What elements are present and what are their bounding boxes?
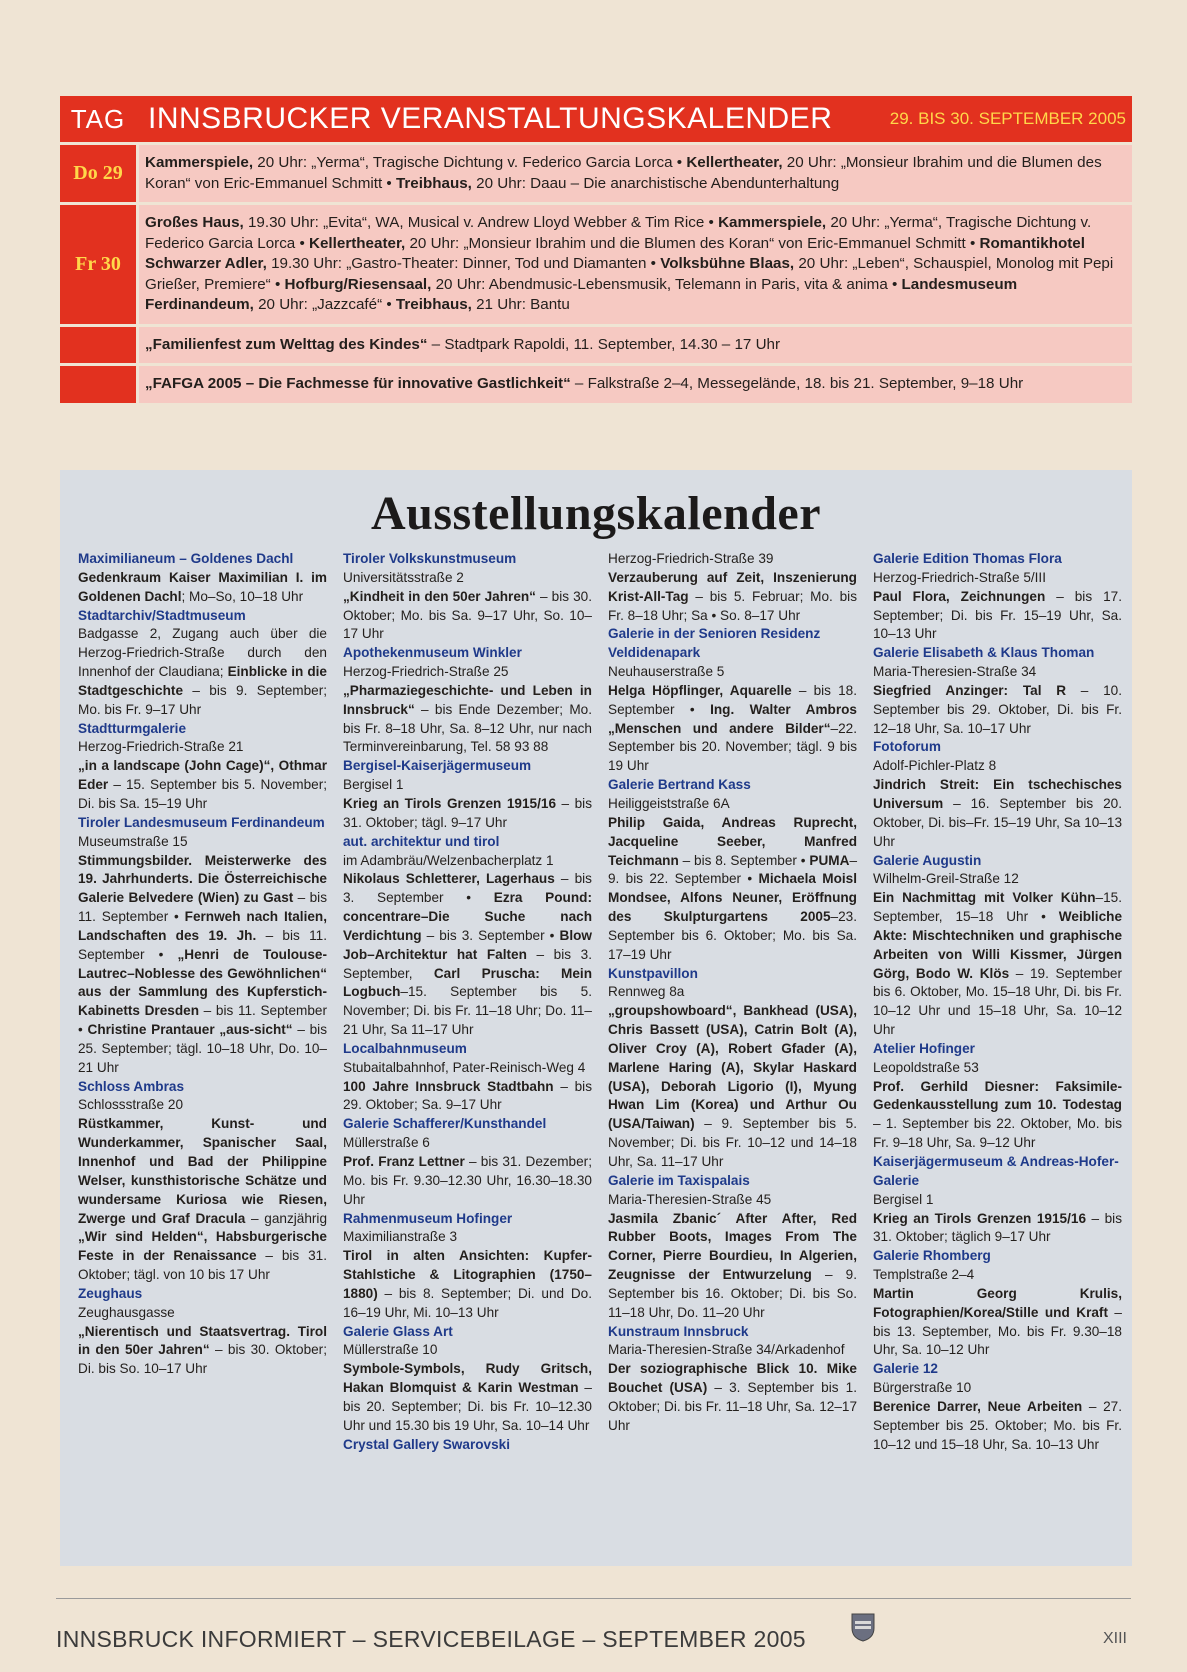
venue-address: Bürgerstraße 10 — [873, 1380, 972, 1396]
calendar-row-text: Großes Haus, 19.30 Uhr: „Evita“, WA, Musical v. Andrew Lloyd Webber & Tim Rice • Kammerspiele, 20 Uhr: „Yerma“, Tragische Dichtung v. Federico Garcia Lorca • Kellertheater, 20 Uhr: „Monsieur Ibrahim und die Blumen des Koran“ von Eric-Emmanuel Schmitt • Romantikhotel Schwarzer Adler, 19.30 Uhr: „Gastro-Theater: Dinner, Tod und Diamanten • Volksbühne Blaas, 20 Uhr: „Leben“, Schauspiel, Monolog mit Pepi Grießer, Premiere“ • Hofburg/Riesensaal, 20 Uhr: Abendmusic-Lebensmusik, Telemann in Paris, vita & anima • Landesmuseum Ferdinandeum, 20 Uhr: „Jazzcafé“ • Treibhaus, 21 Uhr: Bantu — [139, 205, 1132, 324]
footer-text: INNSBRUCK INFORMIERT – SERVICEBEILAGE – SEPTEMBER 2005 — [56, 1626, 806, 1652]
venue-name: Kaiserjägermuseum & Andreas-Hofer-Galerie — [873, 1154, 1119, 1188]
venue-address: Herzog-Friedrich-Straße 25 — [343, 664, 509, 680]
calendar-row — [60, 145, 1132, 202]
venue-name: Apothekenmuseum Winkler — [343, 645, 522, 661]
calendar-row-text: „Familienfest zum Welttag des Kindes“ – Stadtpark Rapoldi, 11. September, 14.30 – 17 Uhr — [139, 327, 1132, 364]
venue-name: Galerie Glass Art — [343, 1323, 453, 1339]
exhibition-entry — [873, 1040, 1122, 1153]
venue-address: Rennweg 8a — [608, 984, 685, 1000]
exhibition-entry — [343, 1115, 592, 1209]
exhibition-details: Paul Flora, Zeichnungen – bis 17. September; Di. bis Fr. 15–19 Uhr, Sa. 10–13 Uhr — [873, 588, 1122, 642]
exhibition-entry — [873, 1247, 1122, 1360]
exhibition-entry — [873, 738, 1122, 851]
exhibition-column — [343, 550, 592, 1455]
venue-name: Tiroler Volkskunstmuseum — [343, 551, 517, 566]
venue-address: Heiliggeiststraße 6A — [608, 795, 730, 811]
exhibition-entry — [343, 1040, 592, 1115]
venue-name: Zeughaus — [78, 1285, 143, 1301]
venue-name: Maximilianeum – Goldenes Dachl — [78, 551, 294, 566]
venue-address: im Adambräu/Welzenbacherplatz 1 — [343, 852, 554, 868]
venue-name: Galerie Rhomberg — [873, 1248, 991, 1264]
exhibition-entry — [78, 720, 327, 814]
calendar-day-label — [60, 327, 136, 364]
exhibition-entry — [873, 550, 1122, 644]
calendar-row — [60, 327, 1132, 364]
exhibition-details: Nikolaus Schletterer, Lagerhaus – bis 3. September • Ezra Pound: concentrare–Die Suche nach Verdichtung – bis 3. September • Blow Job–Architektur hat Falten – bis 3. September, Carl Pruscha: Mein Logbuch–15. September bis 5. November; Di. bis Fr. 11–18 Uhr; Do. 11–21 Uhr, Sa 11–17 Uhr — [343, 871, 592, 1038]
date-range: 29. BIS 30. SEPTEMBER 2005 — [889, 109, 1126, 128]
venue-name: Galerie 12 — [873, 1361, 938, 1377]
exhibition-entry — [608, 1323, 857, 1436]
exhibition-entry — [873, 1153, 1122, 1247]
exhibition-details: Der soziographische Blick 10. Mike Bouchet (USA) – 3. September bis 1. Oktober; Di. bis Fr. 11–18 Uhr, Sa. 12–17 Uhr — [608, 1361, 857, 1433]
calendar-row-text: Kammerspiele, 20 Uhr: „Yerma“, Tragische Dichtung v. Federico Garcia Lorca • Kellertheater, 20 Uhr: „Monsieur Ibrahim und die Blumen des Koran“ von Eric-Emmanuel Schmitt • Treibhaus, 20 Uhr: Daau – Die anarchistische Abendunterhaltung — [139, 145, 1132, 202]
venue-address: Templstraße 2–4 — [873, 1267, 975, 1283]
exhibition-details: „Nierentisch und Staatsvertrag. Tirol in den 50er Jahren“ – bis 30. Oktober; Di. bis So. 10–17 Uhr — [78, 1323, 327, 1377]
venue-name: Kunstpavillon — [608, 965, 698, 981]
venue-address: Maria-Theresien-Straße 34/Arkadenhof — [608, 1342, 845, 1358]
exhibition-details: Badgasse 2, Zugang auch über die Herzog-Friedrich-Straße durch den Innenhof der Claudiana; Einblicke in die Stadtgeschichte – bis 9. September; Mo. bis Fr. 9–17 Uhr — [78, 626, 327, 717]
exhibition-entry — [343, 1210, 592, 1323]
exhibition-entry — [343, 644, 592, 757]
calendar-day-label: Do 29 — [60, 145, 136, 202]
exhibition-entry — [343, 1436, 592, 1455]
venue-address: Stubaitalbahnhof, Pater-Reinisch-Weg 4 — [343, 1059, 586, 1075]
venue-name: aut. architektur und tirol — [343, 833, 500, 849]
venue-name: Rahmenmuseum Hofinger — [343, 1210, 513, 1226]
venue-name: Galerie Elisabeth & Klaus Thoman — [873, 645, 1095, 661]
venue-address: Bergisel 1 — [343, 777, 404, 793]
exhibition-column — [873, 550, 1122, 1455]
venue-address: Müllerstraße 10 — [343, 1342, 438, 1358]
venue-name: Galerie Edition Thomas Flora — [873, 551, 1062, 566]
venue-address: Wilhelm-Greil-Straße 12 — [873, 871, 1019, 887]
exhibition-details: „Kindheit in den 50er Jahren“ – bis 30. Oktober; Mo. bis Sa. 9–17 Uhr, So. 10–17 Uhr — [343, 588, 592, 642]
exhibition-details: Rüstkammer, Kunst- und Wunderkammer, Spanischer Saal, Innenhof und Bad der Philippine Welser, kunsthistorische Schätze und wundersame Kuriosa wie Riesen, Zwerge und Graf Dracula – ganzjährig „Wir sind Helden“, Habsburgerische Feste in der Renaissance – bis 31. Oktober; tägl. von 10 bis 17 Uhr — [78, 1116, 327, 1283]
exhibition-details: Berenice Darrer, Neue Arbeiten – 27. September bis 25. Oktober; Mo. bis Fr. 10–12 und 15–18 Uhr, Sa. 10–13 Uhr — [873, 1398, 1123, 1452]
venue-address: Maria-Theresien-Straße 34 — [873, 664, 1037, 680]
calendar-row-text: „FAFGA 2005 – Die Fachmesse für innovative Gastlichkeit“ – Falkstraße 2–4, Messegelände, 18. bis 21. September, 9–18 Uhr — [139, 366, 1132, 403]
exhibition-entry — [608, 625, 857, 776]
exhibition-details: Siegfried Anzinger: Tal R – 10. September bis 29. Oktober, Di. bis Fr. 12–18 Uhr, Sa. 10–17 Uhr — [873, 682, 1123, 736]
tag-label: TAG — [70, 103, 126, 134]
exhibition-entry — [873, 644, 1122, 738]
venue-name: Fotoforum — [873, 739, 941, 755]
venue-address: Maximilianstraße 3 — [343, 1229, 458, 1245]
venue-address: Herzog-Friedrich-Straße 21 — [78, 739, 244, 755]
footer-divider — [56, 1598, 1131, 1599]
exhibition-entry — [78, 1285, 327, 1379]
venue-name: Crystal Gallery Swarovski — [343, 1436, 510, 1452]
calendar-day-label — [60, 366, 136, 403]
exhibition-details: Prof. Franz Lettner – bis 31. Dezember; Mo. bis Fr. 9.30–12.30 Uhr, 16.30–18.30 Uhr — [343, 1154, 592, 1207]
venue-name: Stadtarchiv/Stadtmuseum — [78, 607, 246, 623]
exhibition-column — [608, 550, 857, 1455]
exhibition-details: „Pharmaziegeschichte- und Leben in Innsbruck“ – bis Ende Dezember; Mo. bis Fr. 8–18 Uhr, Sa. 8–12 Uhr, nur nach Terminvereinbarung, Tel. 58 93 88 — [343, 682, 592, 755]
exhibition-details: Martin Georg Krulis, Fotographien/Korea/Stille und Kraft – bis 13. September, Mo. bis Fr. 9.30–18 Uhr, Sa. 10–12 Uhr — [873, 1285, 1122, 1358]
exhibition-details: Prof. Gerhild Diesner: Faksimile-Gedenkausstellung zum 10. Todestag – 1. September bis 22. Oktober, Mo. bis Fr. 9–18 Uhr, Sa. 9–12 Uhr — [873, 1078, 1122, 1151]
exhibition-entry — [608, 776, 857, 964]
exhibition-entry — [873, 852, 1122, 1040]
venue-address: Adolf-Pichler-Platz 8 — [873, 758, 997, 774]
exhibition-details: 100 Jahre Innsbruck Stadtbahn – bis 29. Oktober; Sa. 9–17 Uhr — [343, 1078, 593, 1113]
exhibition-details: Krieg an Tirols Grenzen 1915/16 – bis 31. Oktober; täglich 9–17 Uhr — [873, 1210, 1122, 1245]
exhibition-entry — [78, 550, 327, 607]
calendar-rows — [60, 145, 1132, 403]
exhibition-entry — [78, 814, 327, 1078]
calendar-row — [60, 205, 1132, 324]
exhibition-columns — [78, 550, 1122, 1455]
calendar-row — [60, 366, 1132, 403]
venue-address: Neuhauserstraße 5 — [608, 664, 725, 680]
venue-name: Schloss Ambras — [78, 1078, 185, 1094]
exhibition-details: „groupshowboard“, Bankhead (USA), Chris Bassett (USA), Catrin Bolt (A), Oliver Croy (A), Robert Gfader (A), Marlene Haring (A), Skylar Haskard (USA), Deborah Ligorio (I), Myung Hwan Lim (Korea) und Arthur Ou (USA/Taiwan) – 9. September bis 5. November; Di. bis Fr. 10–12 und 14–18 Uhr, Sa. 11–17 Uhr — [608, 1003, 857, 1169]
exhibition-details: Krieg an Tirols Grenzen 1915/16 – bis 31. Oktober; tägl. 9–17 Uhr — [343, 795, 592, 830]
exhibition-details: Ein Nachmittag mit Volker Kühn–15. September, 15–18 Uhr • Weibliche Akte: Mischtechniken und graphische Arbeiten von Willi Kissmer, Jürgen Görg, Bodo W. Klös – 19. September bis 6. Oktober, Mo. 15–18 Uhr, Di. bis Fr. 10–12 Uhr und 15–18 Uhr, Sa. 10–12 Uhr — [873, 890, 1122, 1038]
exhibition-entry — [343, 550, 592, 644]
venue-name: Stadtturmgalerie — [78, 720, 187, 736]
exhibition-entry — [608, 550, 857, 625]
venue-name: Localbahnmuseum — [343, 1040, 467, 1056]
exhibition-details: Philip Gaida, Andreas Ruprecht, Jacqueline Seeber, Manfred Teichmann – bis 8. September • PUMA–9. bis 22. September • Michaela Moisl Mondsee, Alfons Neuner, Eröffnung des Skulpturgartens 2005–23. September bis 6. Oktober; Mo. bis Sa. 17–19 Uhr — [608, 814, 857, 962]
venue-name: Bergisel-Kaiserjägermuseum — [343, 758, 532, 774]
calendar-title: INNSBRUCKER VERANSTALTUNGSKALENDER — [148, 102, 833, 135]
exhibition-title: Ausstellungskalender — [370, 487, 822, 540]
venue-name: Kunstraum Innsbruck — [608, 1323, 749, 1339]
venue-address: Universitätsstraße 2 — [343, 569, 464, 585]
exhibition-calendar — [60, 470, 1132, 1566]
venue-address: Maria-Theresien-Straße 45 — [608, 1191, 772, 1207]
exhibition-entry — [78, 1078, 327, 1285]
venue-address: Zeughausgasse — [78, 1304, 175, 1320]
venue-address: Bergisel 1 — [873, 1191, 934, 1207]
calendar-day-label: Fr 30 — [60, 205, 136, 324]
exhibition-details: Jindrich Streit: Ein tschechisches Universum – 16. September bis 20. Oktober, Di. bis–Fr. 15–19 Uhr, Sa 10–13 Uhr — [873, 777, 1122, 849]
venue-name: Galerie Bertrand Kass — [608, 777, 751, 793]
exhibition-details: Verzauberung auf Zeit, Inszenierung Krist-All-Tag – bis 5. Februar; Mo. bis Fr. 8–18 Uhr; Sa • So. 8–17 Uhr — [608, 569, 857, 623]
exhibition-details: Stimmungsbilder. Meisterwerke des 19. Jahrhunderts. Die Österreichische Galerie Belvedere (Wien) zu Gast – bis 11. September • Fernweh nach Italien, Landschaften des 19. Jh. – bis 11. September • „Henri de Toulouse-Lautrec–Noblesse des Gewöhnlichen“ aus der Sammlung des Kupferstich-Kabinetts Dresden – bis 11. September • Christine Prantauer „aus-sicht“ – bis 25. September; tägl. 10–18 Uhr, Do. 10–21 Uhr — [78, 852, 328, 1075]
exhibition-entry — [343, 757, 592, 832]
exhibition-entry — [343, 833, 592, 1040]
venue-address: Müllerstraße 6 — [343, 1135, 430, 1151]
event-calendar — [60, 96, 1132, 403]
exhibition-entry — [608, 965, 857, 1172]
venue-address: Leopoldstraße 53 — [873, 1059, 979, 1075]
exhibition-details: Tirol in alten Ansichten: Kupfer-Stahlstiche & Litographien (1750–1880) – bis 8. September; Di. und Do. 16–19 Uhr, Mi. 10–13 Uhr — [343, 1248, 592, 1320]
venue-name: Galerie Schafferer/Kunsthandel — [343, 1116, 547, 1132]
page-number: XIII — [1102, 1630, 1127, 1647]
exhibition-details: „in a landscape (John Cage)“, Othmar Eder – 15. September bis 5. November; Di. bis Sa. 15–19 Uhr — [78, 758, 327, 811]
exhibition-details: Helga Höpflinger, Aquarelle – bis 18. September • Ing. Walter Ambros „Menschen und andere Bilder“–22. September bis 20. November; tägl. 9 bis 19 Uhr — [608, 682, 857, 774]
venue-address: Herzog-Friedrich-Straße 5/III — [873, 569, 1046, 585]
venue-name: Galerie Augustin — [873, 852, 982, 868]
venue-name: Galerie im Taxispalais — [608, 1172, 750, 1188]
exhibition-details: Jasmila Zbanic´ After After, Red Rubber Boots, Images From The Corner, Pierre Bourdieu, In Algerien, Zeugnisse der Entwurzelung – 9. September bis 16. Oktober; Di. bis So. 11–18 Uhr, Do. 11–20 Uhr — [608, 1210, 857, 1320]
venue-name: Galerie in der Senioren Residenz Veldidenapark — [608, 626, 821, 661]
calendar-header — [60, 96, 1132, 142]
exhibition-details: Gedenkraum Kaiser Maximilian I. im Goldenen Dachl; Mo–So, 10–18 Uhr — [78, 569, 327, 604]
exhibition-details: Symbole-Symbols, Rudy Gritsch, Hakan Blomquist & Karin Westman – bis 20. September; Di. bis Fr. 10–12.30 Uhr und 15.30 bis 19 Uhr, Sa. 10–14 Uhr — [343, 1361, 592, 1433]
venue-address: Museumstraße 15 — [78, 833, 188, 849]
city-crest-icon — [850, 1612, 876, 1642]
exhibition-entry — [608, 1172, 857, 1323]
venue-address: Schlossstraße 20 — [78, 1097, 184, 1113]
exhibition-entry — [78, 607, 327, 720]
exhibition-column — [78, 550, 327, 1455]
exhibition-entry — [343, 1323, 592, 1436]
exhibition-entry — [873, 1360, 1122, 1454]
venue-name: Tiroler Landesmuseum Ferdinandeum — [78, 814, 325, 830]
venue-address: Herzog-Friedrich-Straße 39 — [608, 551, 774, 566]
venue-name: Atelier Hofinger — [873, 1040, 975, 1056]
